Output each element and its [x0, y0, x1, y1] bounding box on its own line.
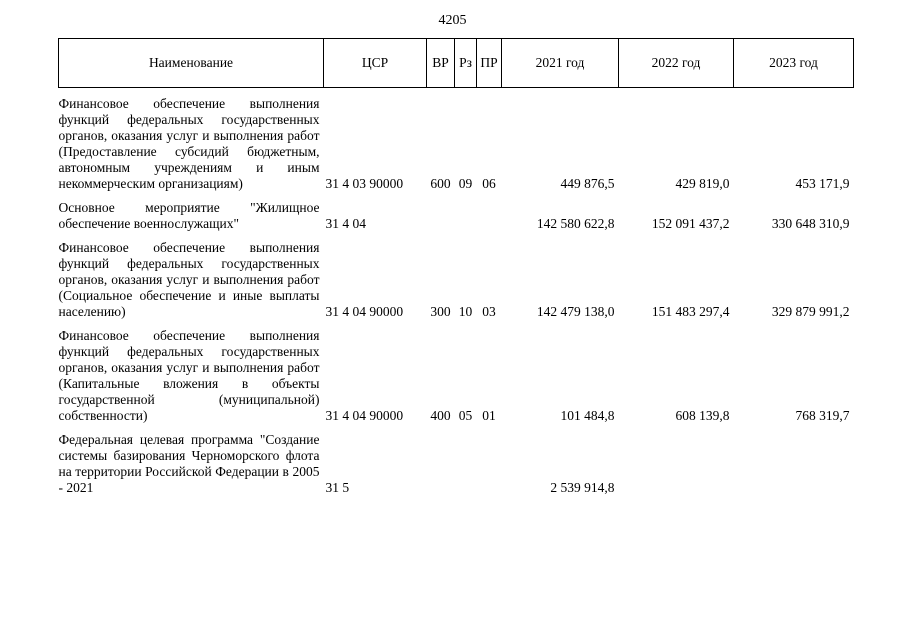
table-row [59, 328, 854, 424]
row-rz: 05 [458, 408, 473, 423]
header-rz: Рз [455, 39, 477, 88]
table-row [59, 240, 854, 320]
row-2021: 2 539 914,8 [550, 480, 615, 495]
row-2023: 329 879 991,2 [771, 304, 850, 319]
row-2023: 453 171,9 [795, 176, 850, 191]
row-2021: 101 484,8 [560, 408, 615, 423]
row-vr: 300 [430, 304, 451, 319]
header-2021: 2021 год [502, 39, 619, 88]
row-name: Основное мероприятие "Жилищное обеспечение военнослужащих" [58, 200, 320, 231]
row-name: Федеральная целевая программа "Создание системы базирования Черноморского флота на территории Российской Федерации в 2005 - 2021 [58, 432, 320, 495]
row-csr: 31 4 04 90000 [325, 304, 404, 319]
row-2022: 608 139,8 [675, 408, 730, 423]
row-pr: 06 [482, 176, 496, 191]
row-rz [455, 432, 477, 496]
row-vr [427, 200, 455, 232]
budget-table [58, 38, 854, 496]
row-csr: 31 4 04 90000 [325, 408, 404, 423]
row-2021: 142 580 622,8 [536, 216, 615, 231]
row-2022: 429 819,0 [675, 176, 730, 191]
row-name: Финансовое обеспечение выполнения функций федеральных государственных органов, оказания услуг и выполнения работ (Предоставление субсидий бюджетным, автономным учреждениям и иным некоммерческим организациям) [58, 96, 320, 191]
table-row [59, 96, 854, 192]
row-name: Финансовое обеспечение выполнения функций федеральных государственных органов, оказания услуг и выполнения работ (Капитальные вложения в объекты государственной (муниципальной) собственности) [58, 328, 320, 423]
row-vr [427, 432, 455, 496]
row-name: Финансовое обеспечение выполнения функций федеральных государственных органов, оказания услуг и выполнения работ (Социальное обеспечение и иные выплаты населению) [58, 240, 320, 319]
row-vr: 400 [430, 408, 451, 423]
row-rz: 09 [458, 176, 473, 191]
row-rz [455, 200, 477, 232]
row-rz: 10 [458, 304, 473, 319]
row-csr: 31 4 04 [325, 216, 366, 231]
row-2022: 152 091 437,2 [651, 216, 730, 231]
header-name: Наименование [59, 39, 324, 88]
header-2023: 2023 год [734, 39, 854, 88]
row-vr: 600 [430, 176, 451, 191]
row-2023: 768 319,7 [795, 408, 850, 423]
row-pr: 03 [482, 304, 496, 319]
page-number: 4205 [438, 13, 467, 28]
header-pr: ПР [477, 39, 502, 88]
header-vr: ВР [427, 39, 455, 88]
row-2021: 142 479 138,0 [536, 304, 615, 319]
table-row [59, 200, 854, 232]
row-2022: 151 483 297,4 [651, 304, 730, 319]
header-csr: ЦСР [324, 39, 427, 88]
row-pr [477, 200, 502, 232]
row-csr: 31 5 [325, 480, 350, 495]
table-header [59, 39, 854, 88]
row-2023: 330 648 310,9 [771, 216, 850, 231]
row-csr: 31 4 03 90000 [325, 176, 404, 191]
row-pr: 01 [482, 408, 496, 423]
table-row [59, 432, 854, 496]
row-2021: 449 876,5 [560, 176, 615, 191]
header-2022: 2022 год [619, 39, 734, 88]
row-2023 [734, 432, 854, 496]
row-2022 [619, 432, 734, 496]
row-pr [477, 432, 502, 496]
